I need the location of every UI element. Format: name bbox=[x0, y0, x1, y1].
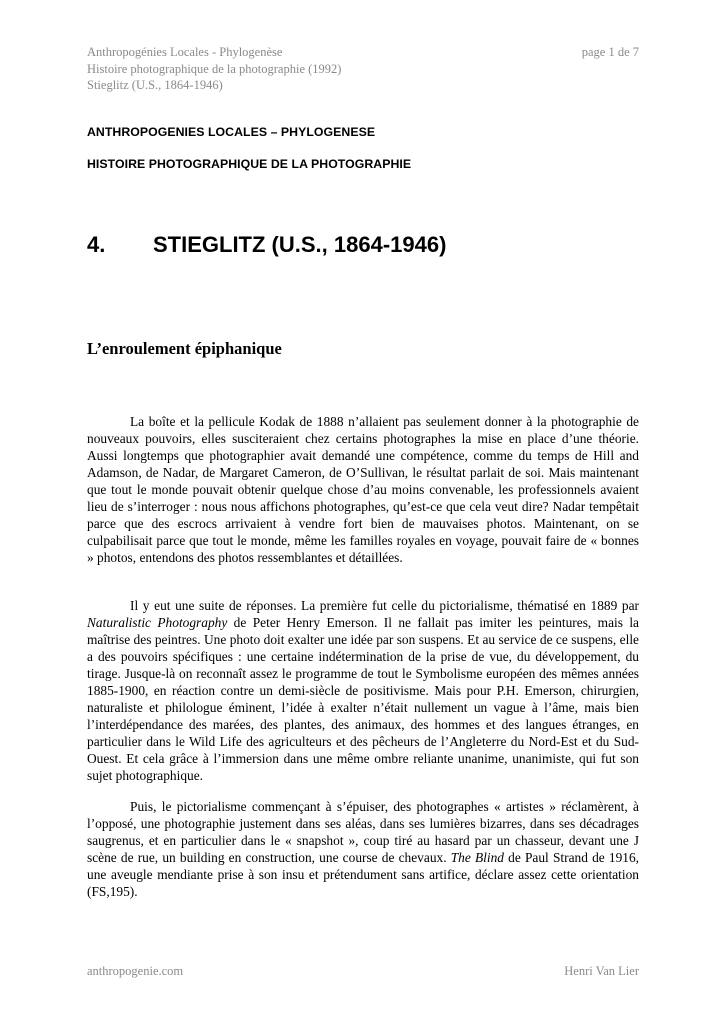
chapter-number: 4. bbox=[87, 232, 106, 257]
body-paragraph-3 bbox=[87, 798, 639, 900]
running-footer bbox=[87, 964, 639, 979]
book-title: Naturalistic Photography bbox=[87, 615, 228, 630]
page-number: page 1 de 7 bbox=[581, 45, 639, 59]
section-title: L’enroulement épiphanique bbox=[87, 339, 282, 358]
paragraph-text-part: Il y eut une suite de réponses. La première fut celle du pictorialisme, thématisé en 1889 par bbox=[130, 598, 639, 613]
body-paragraph-2 bbox=[87, 597, 639, 784]
chapter-title: STIEGLITZ (U.S., 1864-1946) bbox=[153, 232, 447, 257]
paragraph-text-part: de Paul Strand de 1916, une aveugle mendiante prise à son insu et prétendument sans artifice, déclare assez cette orientation (FS,195). bbox=[87, 850, 639, 899]
paragraph-text-part: de Peter Henry Emerson. Il ne fallait pas imiter les peintures, mais la maîtrise des peintres. Une photo doit exalter une idée par son suspens. Et au service de ce suspens, elle a des pouvoirs spécifiques : une certaine indétermination de la prise de vue, du développement, du tirage. Jusque-là on reconnaît assez le programme de tout le Symbolisme européen des mêmes années 1885-1900, en réaction contre un demi-siècle de positivisme. Mais pour P.H. Emerson, chirurgien, naturaliste et philologue éminent, l’idée à exalter n’était nullement un vague à l’âme, mais bien l’interdépendance des marées, des plantes, des animaux, des hommes et des langues étranges, en particulier dans le Wild Life des agriculteurs et des pêcheurs de l’Angleterre du Nord-Est et du Sud-Ouest. Et cela grâce à l’immersion dans une même ombre reliante unanime, unanimiste, qui fut son sujet photographique. bbox=[87, 615, 639, 783]
book-heading: HISTOIRE PHOTOGRAPHIQUE DE LA PHOTOGRAPHIE bbox=[87, 157, 412, 171]
chapter-heading bbox=[87, 232, 446, 258]
body-paragraph-1 bbox=[87, 413, 639, 566]
header-series: Anthropogénies Locales - Phylogenèse bbox=[87, 45, 283, 59]
series-heading: ANTHROPOGENIES LOCALES – PHYLOGENESE bbox=[87, 125, 376, 139]
paragraph-text bbox=[87, 798, 639, 900]
header-chapter: Stieglitz (U.S., 1864-1946) bbox=[87, 78, 223, 92]
footer-author: Henri Van Lier bbox=[564, 964, 639, 978]
paragraph-text bbox=[87, 597, 639, 784]
paragraph-text: La boîte et la pellicule Kodak de 1888 n’allaient pas seulement donner à la photographie de nouveaux pouvoirs, elles susciteraient chez certains photographes la mise en place d’une théorie. Aussi longtemps que photographier avait demandé une compétence, comme du temps de Hill and Adamson, de Nadar, de Margaret Cameron, de O’Sullivan, le résultat parlait de soi. Mais maintenant que tout le monde pouvait obtenir quelque chose d’au moins convenable, les professionnels avaient lieu de s’interroger : nous nous affichons photographes, qu’est-ce que cela veut dire? Nadar tempêtait parce que des escrocs arrivaient à vendre fort bien de mauvaises photos. Maintenant, on se culpabilisait parce que tout le monde, même les familles royales en voyage, pouvait faire de « bonnes » photos, entendons des photos ressemblantes et détaillées. bbox=[87, 414, 639, 565]
photo-title: The Blind bbox=[450, 850, 504, 865]
header-book: Histoire photographique de la photographie (1992) bbox=[87, 61, 342, 76]
running-header bbox=[87, 44, 639, 94]
paragraph-text-part: Puis, le pictorialisme commençant à s’épuiser, des photographes « artistes » réclamèrent, à l’opposé, une photographie justement dans ses aléas, dans ses lumières bizarres, dans ses décadrages saugrenus, et en particulier dans le « snapshot », coup tiré au hasard par un chasseur, devant une J scène de rue, un building en construction, une course de chevaux. bbox=[87, 799, 639, 865]
footer-site: anthropogenie.com bbox=[87, 964, 184, 978]
